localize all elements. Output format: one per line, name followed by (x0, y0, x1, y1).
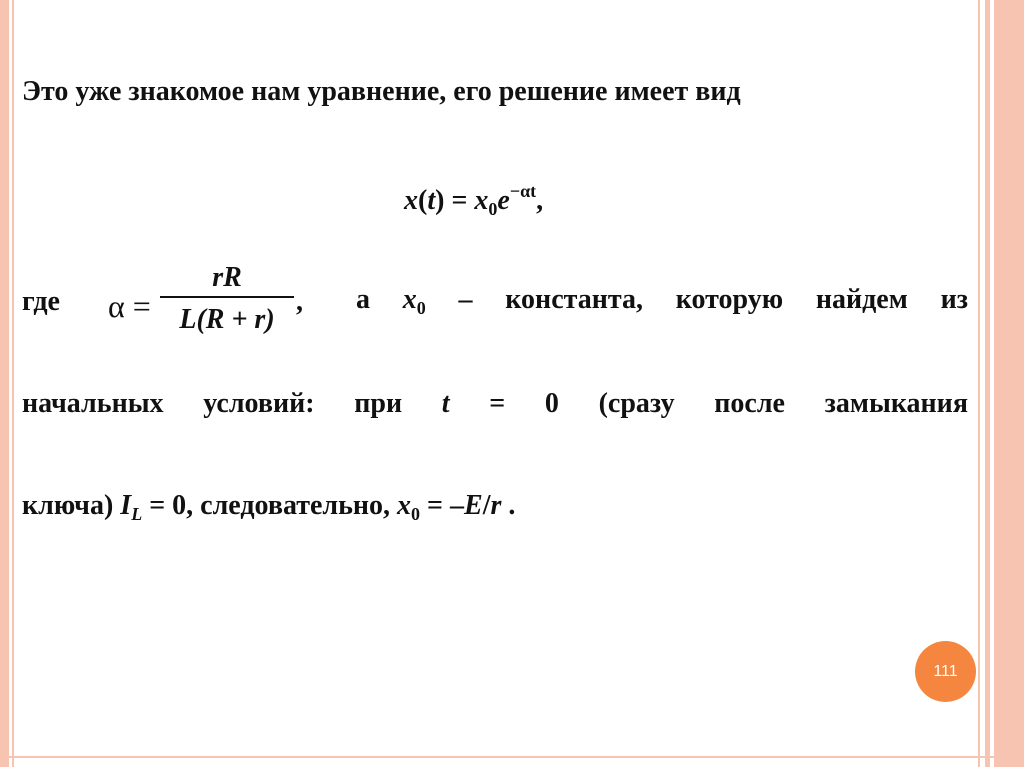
right-border-stripe (978, 0, 980, 767)
text-line-2: а $x_0$ – константа, которую найдем из (356, 284, 968, 318)
intro-text: Это уже знакомое нам уравнение, его решение имеет вид (22, 76, 741, 107)
bottom-border-line (0, 756, 1024, 758)
text-line-3: начальных условий: при t = 0 (сразу после замыкания (22, 388, 968, 419)
fraction-comma: , (296, 286, 303, 317)
alpha-symbol: α = (108, 288, 151, 324)
where-label: где (22, 286, 60, 317)
left-border-line (12, 0, 14, 767)
right-border-stripe (985, 0, 990, 767)
solution-equation: $x(t) = x_0e^{-\alpha t}$, (404, 181, 544, 219)
right-border-band (994, 0, 1024, 767)
fraction-bar (160, 296, 294, 298)
fraction-denominator: L(R + r) (179, 304, 275, 335)
left-border (0, 0, 9, 767)
fraction-numerator: rR (212, 262, 242, 293)
text-line-4: ключа) $I_L = 0$, следовательно, $x_0 = -E/r$ . (22, 490, 516, 524)
alpha-fraction (160, 262, 294, 336)
page-number-badge: 111 (915, 641, 976, 702)
